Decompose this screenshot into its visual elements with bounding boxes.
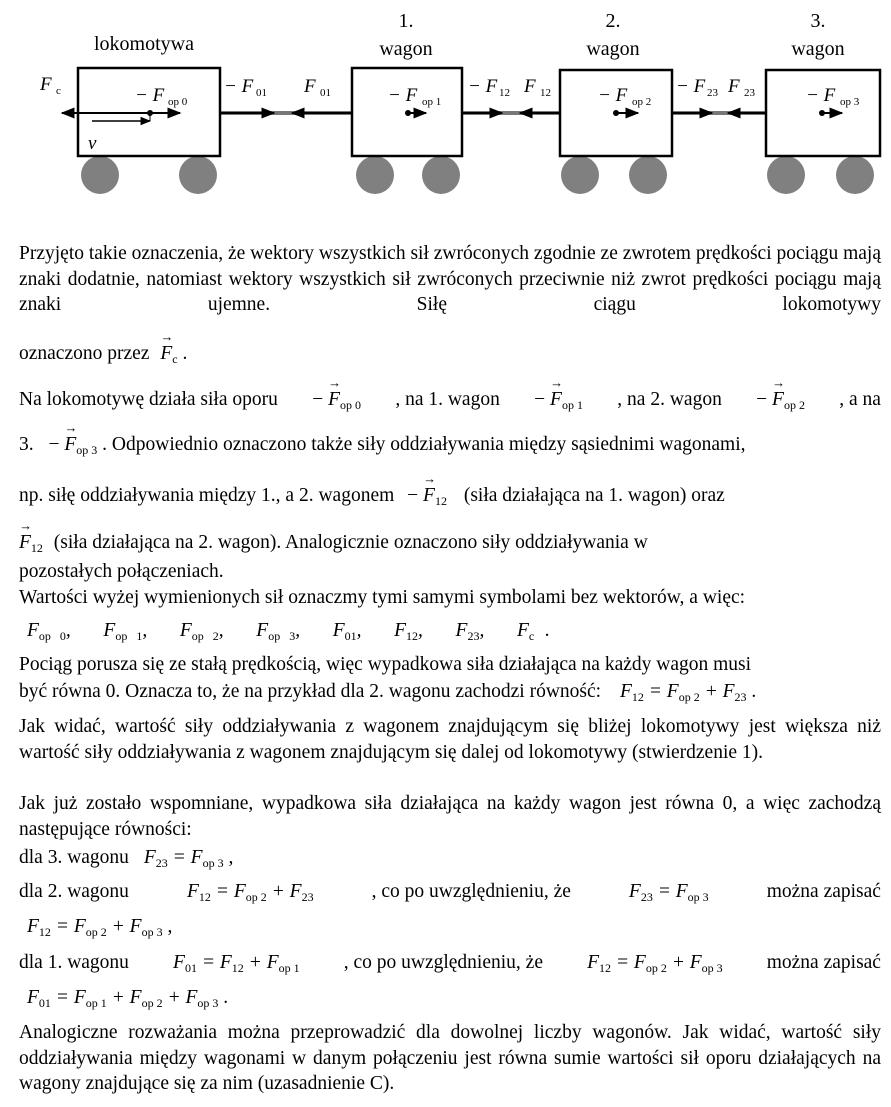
- label-Fop0-sub: op 0: [168, 96, 188, 108]
- label-F23-sub: 23: [744, 87, 755, 99]
- paragraph-equalities-intro: Jak już zostało wspomniane, wypadkowa siła działająca na każdy wagon jest równa 0, a więc zachodzą następujące równości:: [19, 793, 881, 840]
- line-value-symbols: [19, 620, 881, 644]
- text-fragment: można zapisać: [766, 952, 881, 973]
- label-minus-F23: − F: [676, 76, 706, 97]
- math-eq-wagon2: $F_{12} = F_{op 2} + F_{23}$: [619, 681, 747, 704]
- paragraph-sign-convention: Przyjęto takie oznaczenia, że wektory wszystkich sił zwróconych zgodnie ze zwrotem prędkości pociągu mają znaki dodatnie, natomiast wektory wszystkich sił zwróconych przeciwnie niż zwrot prędkości pociągu mają znaki ujemne. Siłę ciągu lokomotywy: [19, 243, 881, 315]
- text-fragment: , co po uwzględnieniu, że: [343, 952, 543, 973]
- line-wagon2-eq: [19, 881, 881, 905]
- line-resistance-forces: [19, 389, 881, 413]
- text-fragment: , a na: [839, 389, 881, 410]
- line-equilibrium-2: być równa 0. Oznacza to, że na przykład dla 2. wagonu zachodzi równość: $F_{12} = F_{op 2} + F_{23}$ .: [19, 681, 757, 704]
- text-fragment: , co po uwzględnieniu, że: [371, 881, 571, 902]
- application-point: [819, 110, 825, 116]
- math-eq-F12-result: $F_{12} = F_{op 2} + F_{op 3}$: [27, 916, 163, 939]
- line-equilibrium: Pociąg porusza się ze stałą prędkością, więc wypadkowa siła działająca na każdy wagon musi: [19, 654, 752, 675]
- line-interaction-example: [19, 485, 881, 509]
- application-point: [405, 110, 411, 116]
- wagon3-wheel: [767, 156, 805, 194]
- wagon2-word: wagon: [586, 38, 640, 60]
- math-eq-F01-result: $F_{01} = F_{op 1} + F_{op 2} + F_{op 3}$: [27, 987, 219, 1010]
- label-Fop1-sub: op 1: [422, 96, 442, 108]
- wagon2-number: 2.: [605, 10, 621, 32]
- math-minus-Fop2: − → $F_{op 2}$: [756, 389, 805, 413]
- label-Fc: F: [40, 74, 52, 95]
- text-fragment: dla 3. wagonu: [19, 847, 129, 868]
- label-Fop0: − F: [135, 85, 165, 106]
- label-Fc-sub: c: [56, 85, 61, 97]
- math-sub: c: [172, 352, 178, 366]
- label-minus-F23-sub: 23: [707, 87, 718, 99]
- wagon1-wheel: [422, 156, 460, 194]
- wagon1-wheel: [356, 156, 394, 194]
- label-F01: F: [304, 76, 316, 97]
- locomotive-wheel: [81, 156, 119, 194]
- wagon2-wheel: [629, 156, 667, 194]
- text-fragment: dla 2. wagonu: [19, 881, 129, 902]
- text-fragment: Na lokomotywę działa siła oporu: [19, 389, 278, 410]
- math-eq-F23b: $F_{23} = F_{op 3}$: [628, 881, 709, 904]
- math-eq-F01: $F_{01} = F_{12} + F_{op 1}$: [173, 952, 300, 975]
- label-Fop3-sub: op 3: [840, 96, 860, 108]
- label-Fop2: − F: [598, 85, 628, 106]
- label-v: v: [88, 133, 97, 154]
- text-fragment: można zapisać: [766, 881, 881, 902]
- application-point: [613, 110, 619, 116]
- label-minus-F12-sub: 12: [499, 87, 510, 99]
- wagon3-wheel: [836, 156, 874, 194]
- text-fragment: dla 1. wagonu: [19, 952, 129, 973]
- math-F12: → $F_{12}$: [19, 532, 43, 553]
- text-fragment: . Odpowiednio oznaczono także siły oddziaływania między sąsiednimi wagonami,: [102, 434, 746, 455]
- line-other-connections: pozostałych połączeniach.: [19, 561, 224, 582]
- math-eq-F23: $F_{23} = F_{op 3}$: [143, 847, 224, 870]
- wagon3-word: wagon: [791, 38, 845, 60]
- line-values-intro: Wartości wyżej wymienionych sił oznaczmy tymi samymi symbolami bez wektorów, a więc:: [19, 587, 746, 608]
- line-F12: [19, 532, 881, 556]
- label-minus-F12: − F: [468, 76, 498, 97]
- text-fragment: być równa 0. Oznacza to, że na przykład dla 2. wagonu zachodzi równość:: [19, 681, 602, 702]
- paragraph-conclusion: Analogiczne rozważania można przeprowadzić dla dowolnej liczby wagonów. Jak widać, wartość siły oddziaływania między wagonami w danym połączeniu jest równa sumie wartości sił oporu działających na wagony znajdujące się za nim (uzasadnienie C).: [19, 1022, 881, 1094]
- paragraph-statement-1: Jak widać, wartość siły oddziaływania z wagonem znajdującym się bliżej lokomotywy jest większa niż wartość siły oddziaływania z wagonem znajdującym się dalej od lokomotywy (stwierdzenie 1).: [19, 716, 881, 763]
- math-minus-F12: − → $F_{12}$: [407, 485, 447, 506]
- text-fragment: (siła działająca na 2. wagon). Analogicznie oznaczono siły oddziaływania w: [53, 532, 648, 553]
- text-fragment: (siła działająca na 1. wagon) oraz: [463, 485, 725, 506]
- locomotive-wheel: [179, 156, 217, 194]
- math-eq-F12b: $F_{12} = F_{op 2} + F_{op 3}$: [587, 952, 723, 975]
- wagon1-word: wagon: [379, 38, 433, 60]
- line-wagon1-result: $F_{01} = F_{op 1} + F_{op 2} + F_{op 3}$ .: [27, 987, 229, 1010]
- line-wagon3: [19, 434, 881, 458]
- wagon3-number: 3.: [810, 10, 826, 32]
- math-minus-Fop3: − → $F_{op 3}$: [49, 434, 98, 455]
- label-minus-F01: − F: [224, 76, 254, 97]
- text-fragment: np. siłę oddziaływania między 1., a 2. wagonem: [19, 485, 395, 506]
- text-fragment: oznaczono przez: [19, 343, 150, 364]
- text-fragment: 3.: [19, 434, 34, 455]
- text-fragment: , na 1. wagon: [395, 389, 500, 410]
- label-F23: F: [728, 76, 740, 97]
- text-fragment: , na 2. wagon: [617, 389, 722, 410]
- label-Fop1: − F: [388, 85, 418, 106]
- math-eq-F12: $F_{12} = F_{op 2} + F_{23}$: [186, 881, 314, 904]
- math-value-list: $F_{op 0}$, $F_{op 1}$, $F_{op 2}$, $F_{op 3}$, $F_{01}$, $F_{12}$, $F_{23}$, $F_c$ .: [27, 620, 550, 643]
- label-Fop3: − F: [806, 85, 836, 106]
- line-wagon2-result: $F_{12} = F_{op 2} + F_{op 3}$ ,: [27, 916, 173, 939]
- wagon1-number: 1.: [398, 10, 414, 32]
- math-vector-F: → F: [160, 343, 172, 365]
- label-F12-sub: 12: [540, 87, 551, 99]
- math-minus-Fop0: − → $F_{op 0}$: [312, 389, 361, 413]
- label-Fop2-sub: op 2: [632, 96, 652, 108]
- application-point: [147, 110, 153, 116]
- line-fc-definition: oznaczono przez → $F_c$ .: [19, 343, 881, 367]
- train-force-diagram: [0, 0, 891, 205]
- line-wagon1-eq: [19, 952, 881, 976]
- label-F01-sub: 01: [320, 87, 331, 99]
- line-wagon3-eq: dla 3. wagonu $F_{23} = F_{op 3}$ ,: [19, 847, 234, 870]
- label-minus-F01-sub: 01: [256, 87, 267, 99]
- wagon2-wheel: [561, 156, 599, 194]
- locomotive-label: lokomotywa: [94, 33, 194, 55]
- label-F12: F: [524, 76, 536, 97]
- math-minus-Fop1: − → $F_{op 1}$: [534, 389, 583, 413]
